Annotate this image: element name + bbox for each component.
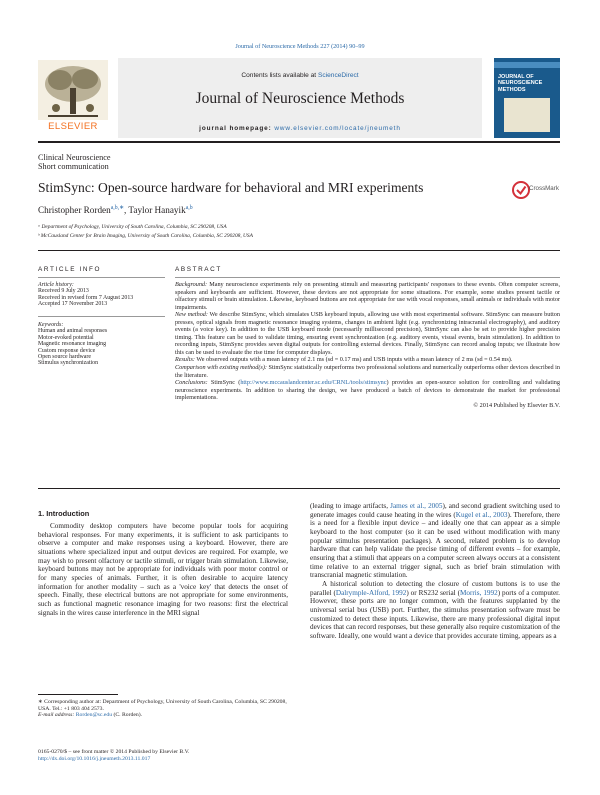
paragraph: A historical solution to detecting the closure of custom buttons is to use the parallel (Dalrymple-Alford, 1992) or RS232 serial (Morris, 1992) ports of a computer. However, these ports are no longer common, with the features supplanted by the universal serial bus (USB) port. Further, the stimulus presentation software must be customized to detect these inputs. Likewise, there are many professional digital input devices that can record responses, but these generally also require customization of the software. Ideally, one would want a device that provides accurate timing, appears as a xyxy=(310,579,560,640)
keyword: Magnetic resonance imaging xyxy=(38,341,107,348)
keyword: Human and animal responses xyxy=(38,328,108,335)
email-link[interactable]: Rorden@sc.edu xyxy=(75,712,113,718)
journal-homepage xyxy=(118,125,482,132)
keywords-label: Keywords: xyxy=(38,322,64,328)
publisher-name: ELSEVIER xyxy=(48,121,98,132)
cover-image xyxy=(504,98,550,132)
affiliation-b: ᵇ McCausland Center for Brain Imaging, University of South Carolina, Columbia, SC 290208, USA xyxy=(38,233,253,239)
article-type: Short communication xyxy=(38,162,109,172)
abstract-comparison: Comparison with existing method(s): StimSync statistically outperforms two professional solutions and numerically outperforms other devices described in the literature. xyxy=(175,364,560,379)
copyright-notice: © 2014 Published by Elsevier B.V. xyxy=(473,401,560,409)
reference-link[interactable]: Morris, 1992 xyxy=(460,588,498,597)
paragraph: Commodity desktop computers have become popular tools for acquiring behavioral responses. For many experiments, it is sufficient to ask participants to observe a computer and make responses using a keyboard. However, there are situations where specialized input and output devices are required. For example, we may wish to present olfactory or tactile stimuli, or trigger brain stimulation. Likewise, keyboard buttons may not be appropriate for individuals with poor motor control or for many species of animals. Further, it is often desirable to acquire latency information for another modality – such as a 'voice key' that detects the onset of speech. Finally, these electrical buttons are not appropriate for some environments, such as functional magnetic resonance imaging for two reasons: first the electrical signals in the wires cause interference in the MRI signal xyxy=(38,522,288,617)
corresponding-author: ∗ Corresponding author at: Department of Psychology, University of South Carolina, Columbia, SC 290208, USA. Tel.: +1 803 404 2573. xyxy=(38,699,287,712)
header-rule xyxy=(38,141,560,143)
page-footer xyxy=(38,749,298,762)
affiliation-a: ᵃ Department of Psychology, University of South Carolina, Columbia, SC 290208, USA xyxy=(38,224,227,230)
abstract-end-rule xyxy=(38,488,560,489)
article-info-heading: ARTICLE INFO xyxy=(38,266,102,273)
keyword: Motor-evoked potential xyxy=(38,334,94,341)
info-rule xyxy=(38,277,165,278)
comparison-label: Comparison with existing method(s): xyxy=(175,364,267,372)
reference-link[interactable]: James et al., 2005 xyxy=(390,502,443,510)
corresponding-author-footnote xyxy=(38,699,288,719)
abstract-heading: ABSTRACT xyxy=(175,266,222,273)
abstract-results: Results: We observed outputs with a mean latency of 2.1 ms (sd = 0.17 ms) and USB inputs with a mean latency of 2 ms (sd = 0.54 ms). xyxy=(175,356,513,364)
journal-title: Journal of Neuroscience Methods xyxy=(195,90,405,107)
abstract-body xyxy=(175,281,560,409)
abstract-rule xyxy=(175,277,560,278)
keyword: Stimulus synchronization xyxy=(38,360,99,367)
keywords xyxy=(38,322,165,367)
author-name[interactable]: Christopher Rorden xyxy=(38,205,111,216)
cover-title: JOURNAL OF NEUROSCIENCE METHODS xyxy=(498,74,543,93)
body-column-right xyxy=(310,502,560,641)
article-title: StimSync: Open-source hardware for behavioral and MRI experiments xyxy=(38,180,424,195)
issn-line: 0165-0270/$ – see front matter © 2014 Published by Elsevier B.V. xyxy=(38,749,190,755)
info-divider xyxy=(38,316,165,317)
abstract-new-method: New method: We describe StimSync, which simulates USB keyboard inputs, allowing use with most experimental software. StimSync can measure button presses, optical signals from magnetic resonance imaging systems, changes in ambient light (e.g. synchronizing intracranial electrography), and auditory events (a voice key). In addition to the USB keyboard mode (necessarily millisecond precision), StimSync can also be set to provide higher precision timing. This feature can be used to validate timing, ensuring event synchronization (e.g. auditory events, visual events, brain stimulation). In addition to recording inputs, StimSync provides seven digital outputs for controlling external devices. Finally, StimSync can record analog inputs; we illustrate how this can be used to evaluate the rise time for computer displays. xyxy=(175,311,560,356)
contents-line xyxy=(118,72,482,79)
affiliation-rule xyxy=(38,250,560,251)
results-label: Results: xyxy=(175,356,195,364)
body-column-left xyxy=(38,522,288,617)
conclusions-label: Conclusions: xyxy=(175,379,208,387)
journal-citation: Journal of Neuroscience Methods 227 (2014) 90–99 xyxy=(235,43,365,50)
article-history xyxy=(38,282,165,308)
reference-link[interactable]: Dalrymple-Alford, 1992 xyxy=(335,588,407,597)
sciencedirect-link[interactable]: ScienceDirect xyxy=(317,72,359,79)
section-category: Clinical Neuroscience xyxy=(38,153,111,162)
abstract-background: Background: Many neuroscience experiments rely on presenting stimuli and measuring participants' responses to these events. Often computer screens, speakers and keyboards are sufficient. However, these devices are not appropriate for some situations. For example, some studies present tactile or olfactory stimuli or brain stimulation. Likewise, keyboard buttons are not appropriate for use with vocal responses, small animals or individuals with motor impairments. xyxy=(175,281,560,311)
background-label: Background: xyxy=(175,281,208,288)
article-section xyxy=(38,153,111,171)
received-date: Received 9 July 2013 xyxy=(38,288,89,295)
author-affiliation-mark[interactable]: a,b xyxy=(185,205,193,211)
revised-date: Received in revised form 7 August 2013 xyxy=(38,294,134,301)
keyword: Open source hardware xyxy=(38,354,91,361)
author-separator: , xyxy=(123,205,129,216)
abstract-conclusions: Conclusions: StimSync (http://www.mccauslandcenter.sc.edu/CRNL/tools/stimsync) provides an open-source solution for controlling and validating neuroscience experiments. In addition to sharing the design, we have produced a batch of devices to demonstrate the market for professional implementations. xyxy=(175,379,560,402)
contents-prefix: Contents lists available at xyxy=(241,72,318,79)
history-label: Article history: xyxy=(38,282,74,288)
homepage-label: journal homepage: xyxy=(199,125,272,132)
journal-cover-thumbnail[interactable] xyxy=(494,58,560,138)
reference-link[interactable]: Kugel et al., 2003 xyxy=(455,510,508,519)
cover-stripe xyxy=(494,62,560,68)
new-method-label: New method: xyxy=(175,311,208,319)
email-line: E-mail address: Rorden@sc.edu (C. Rorden). xyxy=(38,712,143,718)
paragraph: (leading to image artifacts, James et al., 2005), and second gradient switching used to generate images could cause heating in the wires (Kugel et al., 2003). Therefore, there is a need for a flexible input device – and ideally one that can appear as a simple keyboard to the host computer (so it can be used without modification with many popular stimulus presentation packages). A second, related problem is to develop hardware that can help validate the precise timing of different events – for example, ensuring that a stimuli that appears on a computer screen always occurs at a consistent time relative to an external trigger signal, such as brief brain stimulation with transcranial magnetic stimulation. xyxy=(310,502,560,580)
footnote-rule xyxy=(38,694,118,695)
author-affiliation-mark[interactable]: a,b,∗ xyxy=(110,205,124,211)
crossmark-label[interactable]: CrossMark xyxy=(529,185,559,192)
author-list xyxy=(38,205,193,215)
section-heading-introduction: 1. Introduction xyxy=(38,509,90,518)
homepage-link[interactable]: www.elsevier.com/locate/jneumeth xyxy=(274,125,401,132)
stimsync-url-link[interactable]: http://www.mccauslandcenter.sc.edu/CRNL/tools/stimsync xyxy=(240,379,387,387)
keyword: Custom response device xyxy=(38,347,96,354)
author-name[interactable]: Taylor Hanayik xyxy=(128,205,186,216)
accepted-date: Accepted 17 November 2013 xyxy=(38,301,108,308)
doi-link[interactable]: http://dx.doi.org/10.1016/j.jneumeth.2013.11.017 xyxy=(38,755,151,762)
